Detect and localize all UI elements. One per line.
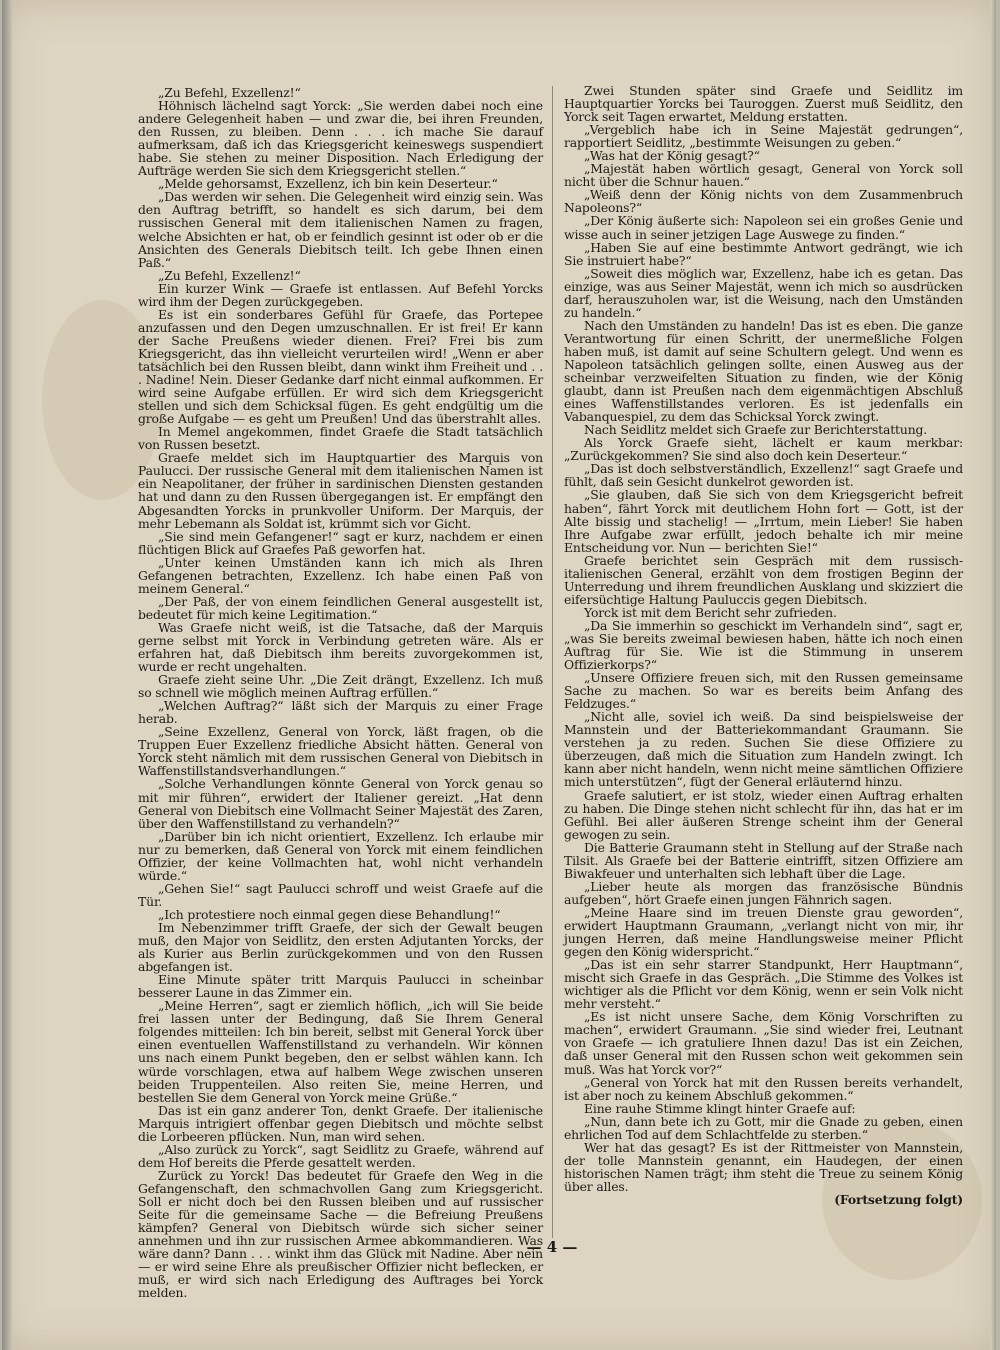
paragraph: Als Yorck Graefe sieht, lächelt er kaum merkbar: „Zurückgekommen? Sie sind also doch kein Deserteur.“	[564, 435, 963, 464]
paragraph: „Vergeblich habe ich in Seine Majestät gedrungen“, rapportiert Seidlitz, „bestimmte Weisungen zu geben.“	[564, 122, 963, 151]
right-text-column	[564, 84, 963, 1206]
page-number: — 4 —	[526, 1238, 578, 1256]
paragraph: „Haben Sie auf eine bestimmte Antwort gedrängt, wie ich Sie instruiert habe?“	[564, 239, 963, 268]
paragraph: „Unsere Offiziere freuen sich, mit den Russen gemeinsame Sache zu machen. So war es bereits beim Anfang des Feldzuges.“	[564, 670, 963, 712]
paragraph: Ein kurzer Wink — Graefe ist entlassen. Auf Befehl Yorcks wird ihm der Degen zurückgegeben.	[138, 280, 543, 309]
paragraph: „Majestät haben wörtlich gesagt, General von Yorck soll nicht über die Schnur hauen.“	[564, 161, 963, 190]
paragraph: „Ich protestiere noch einmal gegen diese Behandlung!“	[158, 906, 501, 922]
paragraph: „Sie glauben, daß Sie sich von dem Kriegsgericht befreit haben“, fährt Yorck mit deutlichem Hohn fort — Gott, ist der Alte bissig und stachelig! — „Irrtum, mein Lieber! Sie haben Ihre Aufgabe zwar erfüllt, jedoch behalte ich mir meine Entscheidung vor. Nun — berichten Sie!“	[564, 487, 963, 555]
paragraph: Nach Seidlitz meldet sich Graefe zur Berichterstattung.	[584, 422, 928, 438]
paragraph: „Melde gehorsamst, Exzellenz, ich bin kein Deserteur.“	[158, 176, 498, 192]
continuation-note: (Fortsetzung folgt)	[834, 1191, 963, 1207]
paragraph: „Darüber bin ich nicht orientiert, Exzellenz. Ich erlaube mir nur zu bemerken, daß General von Yorck mit einem feindlichen Offizier, der keine Vollmachten hat, wohl nicht verhandeln würde.“	[138, 828, 543, 883]
paragraph: Die Batterie Graumann steht in Stellung auf der Straße nach Tilsit. Als Graefe bei der Batterie eintrifft, sitzen Offiziere am Biwakfeuer und unterhalten sich lebhaft über die Lage.	[564, 839, 963, 881]
paragraph: „Zu Befehl, Exzellenz!“	[158, 85, 301, 100]
paragraph: „Soweit dies möglich war, Exzellenz, habe ich es getan. Das einzige, was aus Seiner Majestät, wenn ich mich so ausdrücken darf, herauszuholen war, ist die Weisung, nach den Umständen zu handeln.“	[564, 265, 963, 320]
paragraph: „Der König äußerte sich: Napoleon sei ein großes Genie und wisse auch in seiner jetzigen Lage Auswege zu finden.“	[564, 213, 963, 242]
paragraph: „Meine Haare sind im treuen Dienste grau geworden“, erwidert Hauptmann Graumann, „verlangt nicht von mir, ihr jungen Herren, daß meine Handlungsweise meiner Pflicht gegen den König widerspricht.“	[564, 904, 963, 960]
paragraph: „Es ist nicht unsere Sache, dem König Vorschriften zu machen“, erwidert Graumann. „Sie sind wieder frei, Leutnant von Graefe — ich gratuliere Ihnen dazu! Das ist ein Zeichen, daß unser General mit den Russen schon weit gekommen sein muß. Was hat Yorck vor?“	[564, 1009, 963, 1077]
paragraph: Zurück zu Yorck! Das bedeutet für Graefe den Weg in die Gefangenschaft, den schmachvollen Gang zum Kriegsgericht. Soll er nicht doch bei den Russen bleiben und auf russischer Seite für die gemeinsame Sache — die Befreiung Preußens kämpfen? General von Diebitsch würde sich sicher seiner annehmen und ihn zur russischen Armee abkommandieren. Was wäre dann? Dann . . . winkt ihm das Glück mit Nadine. Aber nein — er wird seine Ehre als preußischer Offizier nicht beflecken, er muß, er wird sich nach Erledigung des Auftrages bei Yorck melden.	[138, 1167, 543, 1301]
paragraph: „General von Yorck hat mit den Russen bereits verhandelt, ist aber noch zu keinem Abschluß gekommen.“	[564, 1074, 963, 1103]
paragraph: Graefe meldet sich im Hauptquartier des Marquis von Paulucci. Der russische General mit dem italienischen Namen ist ein Neapolitaner, der früher in sardinischen Diensten gestanden hat und dann zu den Russen übergegangen ist. Er empfängt den Abgesandten Yorcks in prunkvoller Uniform. Der Marquis, der mehr Lebemann als Soldat ist, krümmt sich vor Gicht.	[138, 450, 543, 531]
paragraph: Es ist ein sonderbares Gefühl für Graefe, das Portepee anzufassen und den Degen umzuschnallen. Er ist frei! Er kann der Sache Preußens wieder dienen. Frei? Frei bis zum Kriegsgericht, das ihn vielleicht verurteilen wird! „Wenn er aber tatsächlich bei den Russen bleibt, dann winkt ihm Freiheit und . . . Nadine! Nein. Dieser Gedanke darf nicht einmal aufkommen. Er wird seine Aufgabe erfüllen. Er wird sich dem Kriegsgericht stellen und sich dem Schicksal fügen. Es geht endgültig um die große Aufgabe — es geht um Preußen! Und das überstrahlt alles.	[138, 306, 543, 427]
paragraph: „Da Sie immerhin so geschickt im Verhandeln sind“, sagt er, „was Sie bereits zweimal bewiesen haben, hätte ich noch einen Auftrag für Sie. Wie ist die Stimmung in unserem Offizierkorps?“	[564, 617, 963, 673]
paragraph: Graefe salutiert, er ist stolz, wieder einen Auftrag erhalten zu haben. Die Dinge stehen nicht schlecht für ihn, das hat er im Gefühl. Bei aller äußeren Strenge scheint ihm der General gewogen zu sein.	[564, 787, 963, 842]
paragraph: „Das werden wir sehen. Die Gelegenheit wird einzig sein. Was den Auftrag betrifft, so handelt es sich darum, bei dem russischen General mit dem italienischen Namen zu fragen, welche Absichten er hat, ob er feindlich gesinnt ist oder ob er die Ansichten des Generals Diebitsch teilt. Ich gebe Ihnen einen Paß.“	[138, 189, 543, 270]
paragraph: „Seine Exzellenz, General von Yorck, läßt fragen, ob die Truppen Euer Exzellenz friedliche Absicht hätten. General von Yorck steht nämlich mit dem russischen General von Diebitsch in Waffenstillstandsverhandlungen.“	[138, 724, 543, 779]
paragraph: Wer hat das gesagt? Es ist der Rittmeister von Mannstein, der tolle Mannstein genannt, ein Haudegen, der einen historischen Namen trägt; ihm steht die Treue zu seinem König über alles.	[564, 1139, 963, 1194]
paragraph: Eine Minute später tritt Marquis Paulucci in scheinbar besserer Laune in das Zimmer ein.	[138, 972, 543, 1001]
paragraph: „Nun, dann bete ich zu Gott, mir die Gnade zu geben, einen ehrlichen Tod auf dem Schlachtfelde zu sterben.“	[564, 1113, 963, 1142]
left-text-column	[138, 86, 543, 1299]
paragraph: „Der Paß, der von einem feindlichen General ausgestellt ist, bedeutet für mich keine Legitimation.“	[138, 593, 543, 622]
paragraph: Das ist ein ganz anderer Ton, denkt Graefe. Der italienische Marquis intrigiert offenbar gegen Diebitsch und möchte selbst die Lorbeeren pflücken. Nun, man wird sehen.	[138, 1102, 543, 1144]
paragraph: Yorck ist mit dem Bericht sehr zufrieden.	[584, 604, 837, 620]
page-edge-right	[990, 0, 996, 1350]
paragraph: Eine rauhe Stimme klingt hinter Graefe auf:	[584, 1100, 856, 1116]
paragraph: „Was hat der König gesagt?“	[584, 148, 760, 164]
paragraph: „Das ist ein sehr starrer Standpunkt, Herr Hauptmann“, mischt sich Graefe in das Gespräch. „Die Stimme des Volkes ist wichtiger als die Pflicht vor dem König, wenn er sein Volk nicht mehr versteht.“	[564, 957, 963, 1012]
paragraph: „Lieber heute als morgen das französische Bündnis aufgeben“, hört Graefe einen jungen Fähnrich sagen.	[564, 878, 963, 907]
paragraph: „Welchen Auftrag?“ läßt sich der Marquis zu einer Frage herab.	[138, 698, 543, 727]
paragraph: „Sie sind mein Gefangener!“ sagt er kurz, nachdem er einen flüchtigen Blick auf Graefes Paß geworfen hat.	[138, 528, 543, 557]
paragraph: Höhnisch lächelnd sagt Yorck: „Sie werden dabei noch eine andere Gelegenheit haben — und zwar die, bei ihren Freunden, den Russen, zu bleiben. Denn . . . ich mache Sie darauf aufmerksam, daß ich das Kriegsgericht keineswegs suspendiert habe. Sie stehen zu meiner Disposition. Nach Erledigung der Aufträge werden Sie sich dem Kriegsgericht stellen.“	[138, 98, 543, 179]
paragraph: Nach den Umständen zu handeln! Das ist es eben. Die ganze Verantwortung für einen Schritt, der unermeßliche Folgen haben muß, ist damit auf seine Schultern gelegt. Und wenn es Napoleon tatsächlich gelingen sollte, einen Ausweg aus der scheinbar verzweifelten Situation zu finden, wie der König glaubt, dann ist Preußen nach dem eigenmächtigen Abschluß eines Waffenstillstandes verloren. Es ist jedenfalls ein Vabanquespiel, zu dem das Schicksal Yorck zwingt.	[564, 317, 963, 425]
paragraph: Zwei Stunden später sind Graefe und Seidlitz im Hauptquartier Yorcks bei Tauroggen. Zuerst muß Seidlitz, den Yorck seit Tagen erwartet, Meldung erstatten.	[564, 83, 963, 125]
paragraph: Graefe berichtet sein Gespräch mit dem russisch-italienischen General, erzählt von dem frostigen Beginn der Unterredung und ihrem freundlichen Ausklang und skizziert die eifersüchtige Haltung Pauluccis gegen Diebitsch.	[564, 552, 963, 607]
paragraph: „Das ist doch selbstverständlich, Exzellenz!“ sagt Graefe und fühlt, daß sein Gesicht dunkelrot geworden ist.	[564, 461, 963, 490]
paragraph: „Gehen Sie!“ sagt Paulucci schroff und weist Graefe auf die Tür.	[138, 880, 543, 909]
paragraph: „Weiß denn der König nichts von dem Zusammenbruch Napoleons?“	[564, 187, 963, 216]
paragraph: Was Graefe nicht weiß, ist die Tatsache, daß der Marquis gerne selbst mit Yorck in Verbindung getreten wäre. Als er erfahren hat, daß Diebitsch ihm bereits zuvorgekommen ist, wurde er recht ungehalten.	[138, 619, 543, 675]
paragraph: „Solche Verhandlungen könnte General von Yorck genau so mit mir führen“, erwidert der Italiener gereizt. „Hat denn General von Diebitsch eine Vollmacht Seiner Majestät des Zaren, über den Waffenstillstand zu verhandeln?“	[138, 776, 543, 831]
newspaper-page	[2, 0, 996, 1350]
column-divider	[552, 86, 553, 1238]
paragraph: „Unter keinen Umständen kann ich mich als Ihren Gefangenen betrachten, Exzellenz. Ich habe einen Paß von meinem General.“	[138, 554, 543, 596]
paragraph: „Zu Befehl, Exzellenz!“	[158, 267, 301, 283]
page-edge-left	[2, 0, 12, 1350]
paragraph: In Memel angekommen, findet Graefe die Stadt tatsächlich von Russen besetzt.	[138, 424, 543, 453]
paragraph: Im Nebenzimmer trifft Graefe, der sich der Gewalt beugen muß, den Major von Seidlitz, den ersten Adjutanten Yorcks, der als Kurier aus Berlin zurückgekommen und von den Russen abgefangen ist.	[138, 920, 543, 975]
paragraph: Graefe zieht seine Uhr. „Die Zeit drängt, Exzellenz. Ich muß so schnell wie möglich meinen Auftrag erfüllen.“	[138, 672, 543, 701]
paragraph: „Meine Herren“, sagt er ziemlich höflich, „ich will Sie beide frei lassen unter der Bedingung, daß Sie Ihrem General folgendes mitteilen: Ich bin bereit, selbst mit General Yorck über einen eventuellen Waffenstillstand zu verhandeln. Wir können uns nach einem Punkt begeben, den er selbst wählen kann. Ich würde vorschlagen, etwa auf halbem Wege zwischen unseren beiden Truppenteilen. Also reiten Sie, meine Herren, und bestellen Sie dem General von Yorck meine Grüße.“	[138, 998, 543, 1105]
paragraph: „Also zurück zu Yorck“, sagt Seidlitz zu Graefe, während auf dem Hof bereits die Pferde gesattelt werden.	[138, 1141, 543, 1170]
paragraph: „Nicht alle, soviel ich weiß. Da sind beispielsweise der Mannstein und der Batteriekommandant Graumann. Sie verstehen ja zu reden. Suchen Sie diese Offiziere zu überzeugen, daß mich die Situation zum Handeln zwingt. Ich kann aber nicht handeln, wenn nicht meine sämtlichen Offiziere mich unterstützen“, fügt der General erläuternd hinzu.	[564, 709, 963, 790]
